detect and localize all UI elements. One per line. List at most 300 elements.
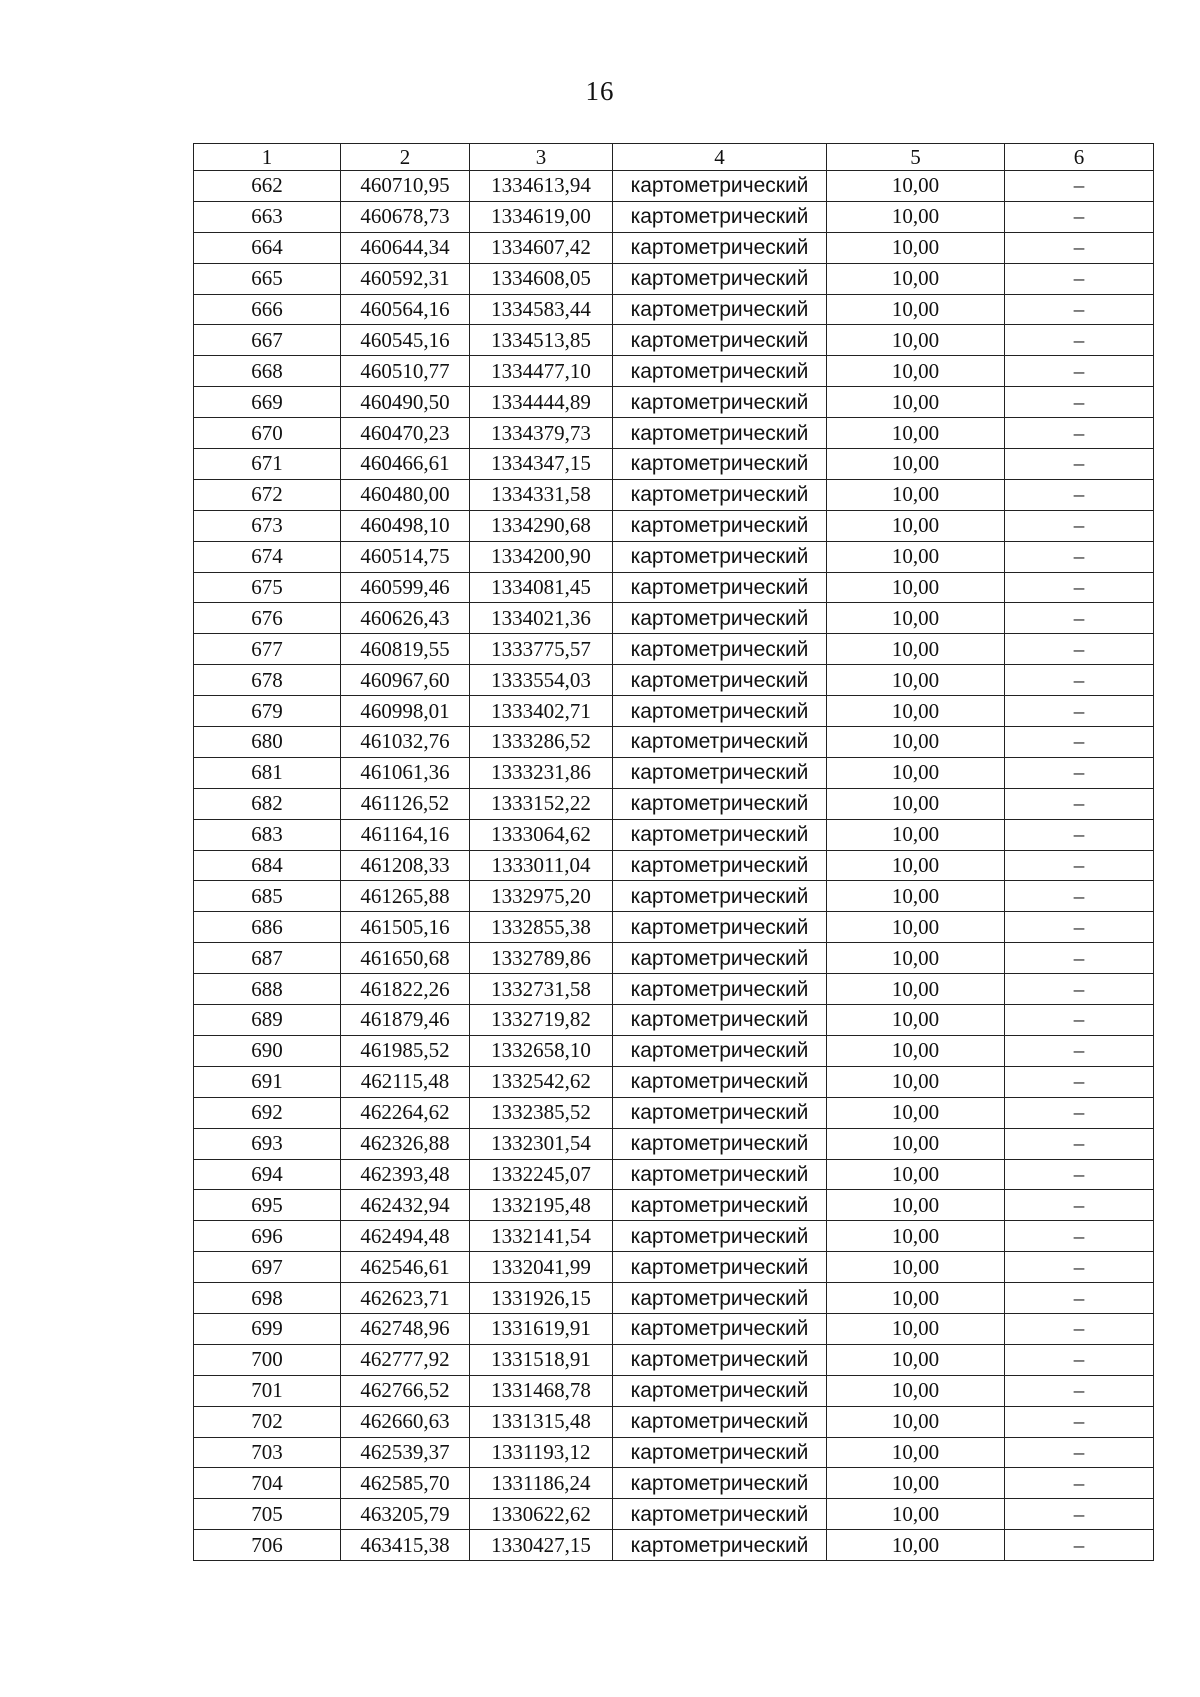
method-cell: картометрический [613, 418, 827, 449]
table-row [194, 387, 1154, 418]
accuracy-cell: 10,00 [827, 1035, 1005, 1066]
note-cell: – [1005, 171, 1154, 202]
x-coordinate-cell: 462623,71 [341, 1283, 470, 1314]
table-row [194, 325, 1154, 356]
accuracy-cell: 10,00 [827, 788, 1005, 819]
point-number-cell: 691 [194, 1066, 341, 1097]
point-number-cell: 703 [194, 1437, 341, 1468]
method-cell: картометрический [613, 912, 827, 943]
point-number-cell: 702 [194, 1406, 341, 1437]
point-number-cell: 681 [194, 757, 341, 788]
method-cell: картометрический [613, 634, 827, 665]
note-cell: – [1005, 510, 1154, 541]
note-cell: – [1005, 696, 1154, 727]
method-cell: картометрический [613, 1066, 827, 1097]
method-cell: картометрический [613, 510, 827, 541]
table-row [194, 418, 1154, 449]
accuracy-cell: 10,00 [827, 1128, 1005, 1159]
x-coordinate-cell: 460510,77 [341, 356, 470, 387]
y-coordinate-cell: 1332855,38 [470, 912, 613, 943]
method-cell: картометрический [613, 757, 827, 788]
note-cell: – [1005, 819, 1154, 850]
method-cell: картометрический [613, 1128, 827, 1159]
table-row [194, 1313, 1154, 1344]
table-row [194, 1221, 1154, 1252]
accuracy-cell: 10,00 [827, 479, 1005, 510]
method-cell: картометрический [613, 665, 827, 696]
note-cell: – [1005, 1035, 1154, 1066]
accuracy-cell: 10,00 [827, 510, 1005, 541]
point-number-cell: 665 [194, 263, 341, 294]
x-coordinate-cell: 461032,76 [341, 727, 470, 758]
method-cell: картометрический [613, 696, 827, 727]
note-cell: – [1005, 1128, 1154, 1159]
point-number-cell: 671 [194, 449, 341, 480]
y-coordinate-cell: 1331619,91 [470, 1313, 613, 1344]
point-number-cell: 678 [194, 665, 341, 696]
accuracy-cell: 10,00 [827, 1252, 1005, 1283]
note-cell: – [1005, 665, 1154, 696]
accuracy-cell: 10,00 [827, 943, 1005, 974]
accuracy-cell: 10,00 [827, 1159, 1005, 1190]
y-coordinate-cell: 1334331,58 [470, 479, 613, 510]
x-coordinate-cell: 462264,62 [341, 1097, 470, 1128]
y-coordinate-cell: 1332789,86 [470, 943, 613, 974]
y-coordinate-cell: 1334021,36 [470, 603, 613, 634]
x-coordinate-cell: 460710,95 [341, 171, 470, 202]
table-row [194, 1468, 1154, 1499]
method-cell: картометрический [613, 819, 827, 850]
column-header-2: 2 [341, 144, 470, 171]
point-number-cell: 664 [194, 232, 341, 263]
note-cell: – [1005, 1499, 1154, 1530]
y-coordinate-cell: 1332041,99 [470, 1252, 613, 1283]
x-coordinate-cell: 460626,43 [341, 603, 470, 634]
point-number-cell: 674 [194, 541, 341, 572]
y-coordinate-cell: 1334607,42 [470, 232, 613, 263]
x-coordinate-cell: 460470,23 [341, 418, 470, 449]
column-header-1: 1 [194, 144, 341, 171]
table-row [194, 263, 1154, 294]
point-number-cell: 672 [194, 479, 341, 510]
point-number-cell: 705 [194, 1499, 341, 1530]
x-coordinate-cell: 461164,16 [341, 819, 470, 850]
point-number-cell: 680 [194, 727, 341, 758]
table-row [194, 356, 1154, 387]
table-row [194, 727, 1154, 758]
x-coordinate-cell: 463415,38 [341, 1530, 470, 1561]
point-number-cell: 694 [194, 1159, 341, 1190]
point-number-cell: 700 [194, 1344, 341, 1375]
x-coordinate-cell: 461822,26 [341, 974, 470, 1005]
accuracy-cell: 10,00 [827, 541, 1005, 572]
note-cell: – [1005, 1406, 1154, 1437]
y-coordinate-cell: 1332719,82 [470, 1005, 613, 1036]
note-cell: – [1005, 418, 1154, 449]
note-cell: – [1005, 912, 1154, 943]
x-coordinate-cell: 460967,60 [341, 665, 470, 696]
accuracy-cell: 10,00 [827, 201, 1005, 232]
table-row [194, 1066, 1154, 1097]
accuracy-cell: 10,00 [827, 665, 1005, 696]
accuracy-cell: 10,00 [827, 974, 1005, 1005]
table-row [194, 912, 1154, 943]
y-coordinate-cell: 1334200,90 [470, 541, 613, 572]
point-number-cell: 663 [194, 201, 341, 232]
method-cell: картометрический [613, 1190, 827, 1221]
accuracy-cell: 10,00 [827, 1190, 1005, 1221]
point-number-cell: 690 [194, 1035, 341, 1066]
note-cell: – [1005, 232, 1154, 263]
accuracy-cell: 10,00 [827, 819, 1005, 850]
note-cell: – [1005, 572, 1154, 603]
coordinates-table [193, 143, 1154, 1561]
point-number-cell: 687 [194, 943, 341, 974]
x-coordinate-cell: 462326,88 [341, 1128, 470, 1159]
y-coordinate-cell: 1332195,48 [470, 1190, 613, 1221]
x-coordinate-cell: 460592,31 [341, 263, 470, 294]
note-cell: – [1005, 356, 1154, 387]
method-cell: картометрический [613, 356, 827, 387]
table-row [194, 1406, 1154, 1437]
method-cell: картометрический [613, 171, 827, 202]
method-cell: картометрический [613, 603, 827, 634]
table-row [194, 819, 1154, 850]
y-coordinate-cell: 1333286,52 [470, 727, 613, 758]
note-cell: – [1005, 1468, 1154, 1499]
point-number-cell: 698 [194, 1283, 341, 1314]
point-number-cell: 676 [194, 603, 341, 634]
y-coordinate-cell: 1334477,10 [470, 356, 613, 387]
column-header-5: 5 [827, 144, 1005, 171]
x-coordinate-cell: 462748,96 [341, 1313, 470, 1344]
x-coordinate-cell: 463205,79 [341, 1499, 470, 1530]
note-cell: – [1005, 387, 1154, 418]
x-coordinate-cell: 461985,52 [341, 1035, 470, 1066]
table-row [194, 1283, 1154, 1314]
note-cell: – [1005, 1252, 1154, 1283]
x-coordinate-cell: 460819,55 [341, 634, 470, 665]
page-number: 16 [585, 76, 615, 106]
y-coordinate-cell: 1333011,04 [470, 850, 613, 881]
y-coordinate-cell: 1334613,94 [470, 171, 613, 202]
point-number-cell: 683 [194, 819, 341, 850]
method-cell: картометрический [613, 232, 827, 263]
table-row [194, 1530, 1154, 1561]
y-coordinate-cell: 1332141,54 [470, 1221, 613, 1252]
point-number-cell: 692 [194, 1097, 341, 1128]
accuracy-cell: 10,00 [827, 418, 1005, 449]
method-cell: картометрический [613, 201, 827, 232]
y-coordinate-cell: 1331518,91 [470, 1344, 613, 1375]
y-coordinate-cell: 1332975,20 [470, 881, 613, 912]
table-row [194, 665, 1154, 696]
y-coordinate-cell: 1333402,71 [470, 696, 613, 727]
accuracy-cell: 10,00 [827, 232, 1005, 263]
point-number-cell: 686 [194, 912, 341, 943]
accuracy-cell: 10,00 [827, 850, 1005, 881]
table-row [194, 1128, 1154, 1159]
y-coordinate-cell: 1334444,89 [470, 387, 613, 418]
accuracy-cell: 10,00 [827, 603, 1005, 634]
note-cell: – [1005, 449, 1154, 480]
note-cell: – [1005, 1530, 1154, 1561]
x-coordinate-cell: 461650,68 [341, 943, 470, 974]
point-number-cell: 679 [194, 696, 341, 727]
accuracy-cell: 10,00 [827, 1097, 1005, 1128]
point-number-cell: 670 [194, 418, 341, 449]
accuracy-cell: 10,00 [827, 1468, 1005, 1499]
point-number-cell: 693 [194, 1128, 341, 1159]
y-coordinate-cell: 1333554,03 [470, 665, 613, 696]
y-coordinate-cell: 1332385,52 [470, 1097, 613, 1128]
x-coordinate-cell: 461208,33 [341, 850, 470, 881]
note-cell: – [1005, 263, 1154, 294]
accuracy-cell: 10,00 [827, 171, 1005, 202]
x-coordinate-cell: 461126,52 [341, 788, 470, 819]
method-cell: картометрический [613, 294, 827, 325]
note-cell: – [1005, 603, 1154, 634]
point-number-cell: 675 [194, 572, 341, 603]
x-coordinate-cell: 460545,16 [341, 325, 470, 356]
point-number-cell: 697 [194, 1252, 341, 1283]
accuracy-cell: 10,00 [827, 1530, 1005, 1561]
x-coordinate-cell: 460644,34 [341, 232, 470, 263]
table-row [194, 1437, 1154, 1468]
x-coordinate-cell: 462766,52 [341, 1375, 470, 1406]
y-coordinate-cell: 1332301,54 [470, 1128, 613, 1159]
accuracy-cell: 10,00 [827, 696, 1005, 727]
table-row [194, 788, 1154, 819]
table-row [194, 634, 1154, 665]
method-cell: картометрический [613, 1252, 827, 1283]
point-number-cell: 677 [194, 634, 341, 665]
x-coordinate-cell: 461505,16 [341, 912, 470, 943]
note-cell: – [1005, 1005, 1154, 1036]
x-coordinate-cell: 460678,73 [341, 201, 470, 232]
note-cell: – [1005, 541, 1154, 572]
y-coordinate-cell: 1331315,48 [470, 1406, 613, 1437]
method-cell: картометрический [613, 1035, 827, 1066]
table-row [194, 757, 1154, 788]
point-number-cell: 662 [194, 171, 341, 202]
accuracy-cell: 10,00 [827, 387, 1005, 418]
accuracy-cell: 10,00 [827, 449, 1005, 480]
y-coordinate-cell: 1334513,85 [470, 325, 613, 356]
x-coordinate-cell: 462777,92 [341, 1344, 470, 1375]
table-row [194, 1159, 1154, 1190]
x-coordinate-cell: 462585,70 [341, 1468, 470, 1499]
method-cell: картометрический [613, 943, 827, 974]
method-cell: картометрический [613, 1313, 827, 1344]
x-coordinate-cell: 461265,88 [341, 881, 470, 912]
accuracy-cell: 10,00 [827, 294, 1005, 325]
x-coordinate-cell: 462494,48 [341, 1221, 470, 1252]
table-body [194, 171, 1154, 1561]
note-cell: – [1005, 1313, 1154, 1344]
point-number-cell: 699 [194, 1313, 341, 1344]
point-number-cell: 701 [194, 1375, 341, 1406]
x-coordinate-cell: 460480,00 [341, 479, 470, 510]
accuracy-cell: 10,00 [827, 1499, 1005, 1530]
y-coordinate-cell: 1332542,62 [470, 1066, 613, 1097]
accuracy-cell: 10,00 [827, 1313, 1005, 1344]
point-number-cell: 684 [194, 850, 341, 881]
method-cell: картометрический [613, 541, 827, 572]
method-cell: картометрический [613, 479, 827, 510]
table-row [194, 943, 1154, 974]
table-row [194, 1344, 1154, 1375]
accuracy-cell: 10,00 [827, 757, 1005, 788]
note-cell: – [1005, 1159, 1154, 1190]
method-cell: картометрический [613, 387, 827, 418]
y-coordinate-cell: 1334347,15 [470, 449, 613, 480]
accuracy-cell: 10,00 [827, 912, 1005, 943]
x-coordinate-cell: 460514,75 [341, 541, 470, 572]
note-cell: – [1005, 294, 1154, 325]
point-number-cell: 682 [194, 788, 341, 819]
note-cell: – [1005, 634, 1154, 665]
accuracy-cell: 10,00 [827, 1066, 1005, 1097]
table-row [194, 201, 1154, 232]
point-number-cell: 689 [194, 1005, 341, 1036]
accuracy-cell: 10,00 [827, 263, 1005, 294]
method-cell: картометрический [613, 325, 827, 356]
note-cell: – [1005, 757, 1154, 788]
note-cell: – [1005, 974, 1154, 1005]
y-coordinate-cell: 1334290,68 [470, 510, 613, 541]
y-coordinate-cell: 1331193,12 [470, 1437, 613, 1468]
point-number-cell: 666 [194, 294, 341, 325]
method-cell: картометрический [613, 788, 827, 819]
accuracy-cell: 10,00 [827, 1283, 1005, 1314]
x-coordinate-cell: 462539,37 [341, 1437, 470, 1468]
y-coordinate-cell: 1333064,62 [470, 819, 613, 850]
method-cell: картометрический [613, 1406, 827, 1437]
accuracy-cell: 10,00 [827, 1005, 1005, 1036]
y-coordinate-cell: 1330427,15 [470, 1530, 613, 1561]
x-coordinate-cell: 461061,36 [341, 757, 470, 788]
table-row [194, 1252, 1154, 1283]
point-number-cell: 688 [194, 974, 341, 1005]
method-cell: картометрический [613, 1530, 827, 1561]
header-row [194, 144, 1154, 171]
accuracy-cell: 10,00 [827, 325, 1005, 356]
table-row [194, 850, 1154, 881]
method-cell: картометрический [613, 1159, 827, 1190]
method-cell: картометрический [613, 850, 827, 881]
accuracy-cell: 10,00 [827, 881, 1005, 912]
note-cell: – [1005, 1097, 1154, 1128]
table-row [194, 1375, 1154, 1406]
column-header-3: 3 [470, 144, 613, 171]
table-row [194, 171, 1154, 202]
x-coordinate-cell: 460498,10 [341, 510, 470, 541]
x-coordinate-cell: 460998,01 [341, 696, 470, 727]
y-coordinate-cell: 1334081,45 [470, 572, 613, 603]
point-number-cell: 685 [194, 881, 341, 912]
note-cell: – [1005, 1283, 1154, 1314]
point-number-cell: 696 [194, 1221, 341, 1252]
y-coordinate-cell: 1333775,57 [470, 634, 613, 665]
point-number-cell: 669 [194, 387, 341, 418]
x-coordinate-cell: 460599,46 [341, 572, 470, 603]
y-coordinate-cell: 1330622,62 [470, 1499, 613, 1530]
note-cell: – [1005, 201, 1154, 232]
accuracy-cell: 10,00 [827, 1437, 1005, 1468]
method-cell: картометрический [613, 1097, 827, 1128]
y-coordinate-cell: 1334379,73 [470, 418, 613, 449]
method-cell: картометрический [613, 1468, 827, 1499]
note-cell: – [1005, 881, 1154, 912]
y-coordinate-cell: 1331468,78 [470, 1375, 613, 1406]
x-coordinate-cell: 460466,61 [341, 449, 470, 480]
method-cell: картометрический [613, 974, 827, 1005]
table-row [194, 1005, 1154, 1036]
y-coordinate-cell: 1331926,15 [470, 1283, 613, 1314]
method-cell: картометрический [613, 449, 827, 480]
note-cell: – [1005, 1344, 1154, 1375]
note-cell: – [1005, 1375, 1154, 1406]
point-number-cell: 706 [194, 1530, 341, 1561]
method-cell: картометрический [613, 727, 827, 758]
table-row [194, 479, 1154, 510]
y-coordinate-cell: 1333231,86 [470, 757, 613, 788]
table-row [194, 1097, 1154, 1128]
method-cell: картометрический [613, 881, 827, 912]
method-cell: картометрический [613, 1283, 827, 1314]
note-cell: – [1005, 727, 1154, 758]
note-cell: – [1005, 1437, 1154, 1468]
point-number-cell: 695 [194, 1190, 341, 1221]
note-cell: – [1005, 325, 1154, 356]
y-coordinate-cell: 1332658,10 [470, 1035, 613, 1066]
y-coordinate-cell: 1332731,58 [470, 974, 613, 1005]
x-coordinate-cell: 462393,48 [341, 1159, 470, 1190]
method-cell: картометрический [613, 1005, 827, 1036]
point-number-cell: 704 [194, 1468, 341, 1499]
note-cell: – [1005, 1190, 1154, 1221]
table-row [194, 232, 1154, 263]
y-coordinate-cell: 1334583,44 [470, 294, 613, 325]
y-coordinate-cell: 1332245,07 [470, 1159, 613, 1190]
x-coordinate-cell: 462660,63 [341, 1406, 470, 1437]
x-coordinate-cell: 462432,94 [341, 1190, 470, 1221]
note-cell: – [1005, 788, 1154, 819]
column-header-6: 6 [1005, 144, 1154, 171]
method-cell: картометрический [613, 1344, 827, 1375]
accuracy-cell: 10,00 [827, 356, 1005, 387]
point-number-cell: 667 [194, 325, 341, 356]
table-row [194, 696, 1154, 727]
accuracy-cell: 10,00 [827, 572, 1005, 603]
accuracy-cell: 10,00 [827, 727, 1005, 758]
table-header [194, 144, 1154, 171]
column-header-4: 4 [613, 144, 827, 171]
note-cell: – [1005, 943, 1154, 974]
table-row [194, 1499, 1154, 1530]
method-cell: картометрический [613, 572, 827, 603]
note-cell: – [1005, 850, 1154, 881]
table-row [194, 881, 1154, 912]
method-cell: картометрический [613, 263, 827, 294]
method-cell: картометрический [613, 1499, 827, 1530]
accuracy-cell: 10,00 [827, 1375, 1005, 1406]
x-coordinate-cell: 462115,48 [341, 1066, 470, 1097]
table-row [194, 541, 1154, 572]
note-cell: – [1005, 479, 1154, 510]
y-coordinate-cell: 1333152,22 [470, 788, 613, 819]
